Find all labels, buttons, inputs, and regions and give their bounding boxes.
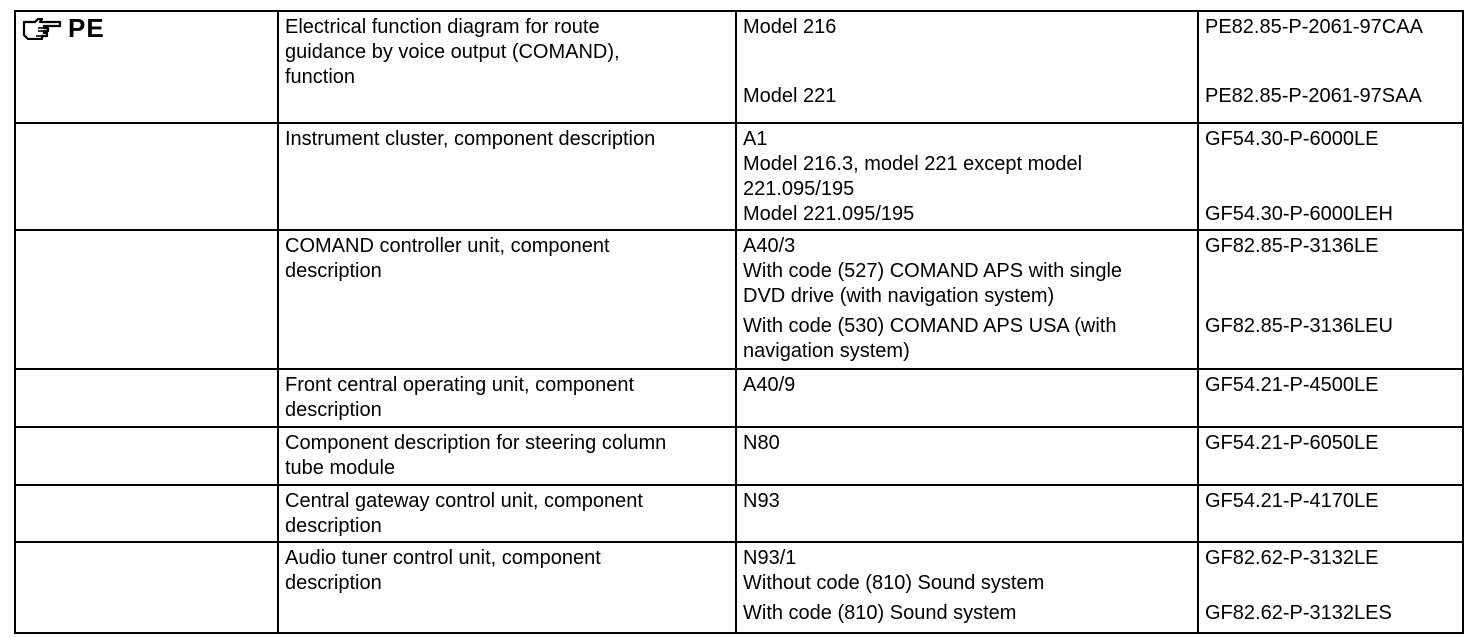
reference-entry [1205,373,1456,398]
reference-code: GF82.62-P-3132LES [1205,602,1392,624]
reference-table [14,10,1464,634]
reference-code: PE82.85-P-2061-97CAA [1205,16,1423,38]
description-line: function [285,66,356,88]
reference-entry [1205,314,1456,364]
model-line: N93 [743,490,780,512]
model-line: N80 [743,432,780,454]
reference-code: GF54.21-P-4170LE [1205,490,1379,512]
model-line: A40/3 [743,235,796,257]
model-line: Model 216.3, model 221 except model [743,153,1083,175]
model-entry [743,15,1191,40]
model-entry [743,489,1191,514]
model-entry [743,152,1191,202]
model-line: Model 221.095/195 [743,203,915,225]
reference-entry [1205,546,1456,571]
symbol-cell [15,427,278,485]
reference-code: PE82.85-P-2061-97SAA [1205,85,1422,107]
model-line: N93/1 [743,547,797,569]
model-line: DVD drive (with navigation system) [743,285,1055,307]
description-line: Component description for steering column [285,432,667,454]
symbol-cell [15,485,278,542]
model-cell [736,485,1198,542]
model-line: With code (527) COMAND APS with single [743,260,1123,282]
model-line: With code (530) COMAND APS USA (with [743,315,1117,337]
description-cell [278,230,736,369]
reference-cell [1198,230,1463,369]
reference-cell [1198,485,1463,542]
reference-entry [1205,15,1456,40]
model-line: With code (810) Sound system [743,602,1017,624]
description-line: description [285,399,382,421]
model-line: A40/9 [743,374,796,396]
description-line: description [285,572,382,594]
reference-cell [1198,11,1463,123]
model-cell [736,123,1198,230]
description-line: Audio tuner control unit, component [285,547,601,569]
description-cell [278,542,736,633]
model-line: navigation system) [743,340,910,362]
symbol-cell [15,11,278,123]
table-row [15,230,1463,369]
reference-entry [1205,601,1456,626]
pe-label: PE [68,13,105,43]
description-line: Front central operating unit, component [285,374,635,396]
reference-entry [1205,234,1456,259]
pointing-hand-icon [22,18,62,40]
reference-code: GF82.85-P-3136LE [1205,235,1379,257]
reference-entry [1205,84,1456,109]
model-entry [743,431,1191,456]
description-cell [278,427,736,485]
description-line: description [285,260,382,282]
reference-cell [1198,123,1463,230]
table-row [15,542,1463,633]
model-entry [743,601,1191,626]
model-cell [736,230,1198,369]
model-cell [736,11,1198,123]
table-row [15,427,1463,485]
description-line: guidance by voice output (COMAND), [285,41,620,63]
model-line: Model 221 [743,85,837,107]
model-entry [743,234,1191,259]
table-row [15,485,1463,542]
model-line: 221.095/195 [743,178,855,200]
reference-code: GF82.62-P-3132LE [1205,547,1379,569]
description-line: COMAND controller unit, component [285,235,610,257]
symbol-cell [15,369,278,427]
reference-code: GF54.21-P-6050LE [1205,432,1379,454]
table-row [15,123,1463,230]
description-line: description [285,515,382,537]
reference-entry [1205,431,1456,456]
symbol-cell [15,123,278,230]
reference-entry [1205,489,1456,514]
reference-entry [1205,202,1456,227]
reference-entry [1205,571,1456,596]
description-line: Instrument cluster, component description [285,128,656,150]
description-cell [278,369,736,427]
reference-cell [1198,369,1463,427]
reference-code: GF54.30-P-6000LEH [1205,203,1393,225]
table-row [15,369,1463,427]
reference-cell [1198,427,1463,485]
model-entry [743,546,1191,571]
reference-code: GF54.30-P-6000LE [1205,128,1379,150]
model-entry [743,127,1191,152]
reference-cell [1198,542,1463,633]
pe-symbol [22,15,271,41]
reference-code: GF54.21-P-4500LE [1205,374,1379,396]
model-entry [743,202,1191,227]
description-cell [278,485,736,542]
model-entry [743,571,1191,596]
reference-entry [1205,259,1456,309]
model-cell [736,427,1198,485]
model-line: Without code (810) Sound system [743,572,1045,594]
model-entry [743,84,1191,109]
description-line: tube module [285,457,396,479]
model-line: A1 [743,128,768,150]
description-line: Central gateway control unit, component [285,490,643,512]
reference-entry [1205,127,1456,152]
model-cell [736,542,1198,633]
description-cell [278,123,736,230]
model-entry [743,259,1191,309]
reference-entry [1205,152,1456,202]
reference-code: GF82.85-P-3136LEU [1205,315,1393,337]
table-row [15,11,1463,123]
model-line: Model 216 [743,16,837,38]
symbol-cell [15,542,278,633]
model-entry [743,314,1191,364]
model-cell [736,369,1198,427]
description-line: Electrical function diagram for route [285,16,600,38]
model-entry [743,373,1191,398]
symbol-cell [15,230,278,369]
description-cell [278,11,736,123]
